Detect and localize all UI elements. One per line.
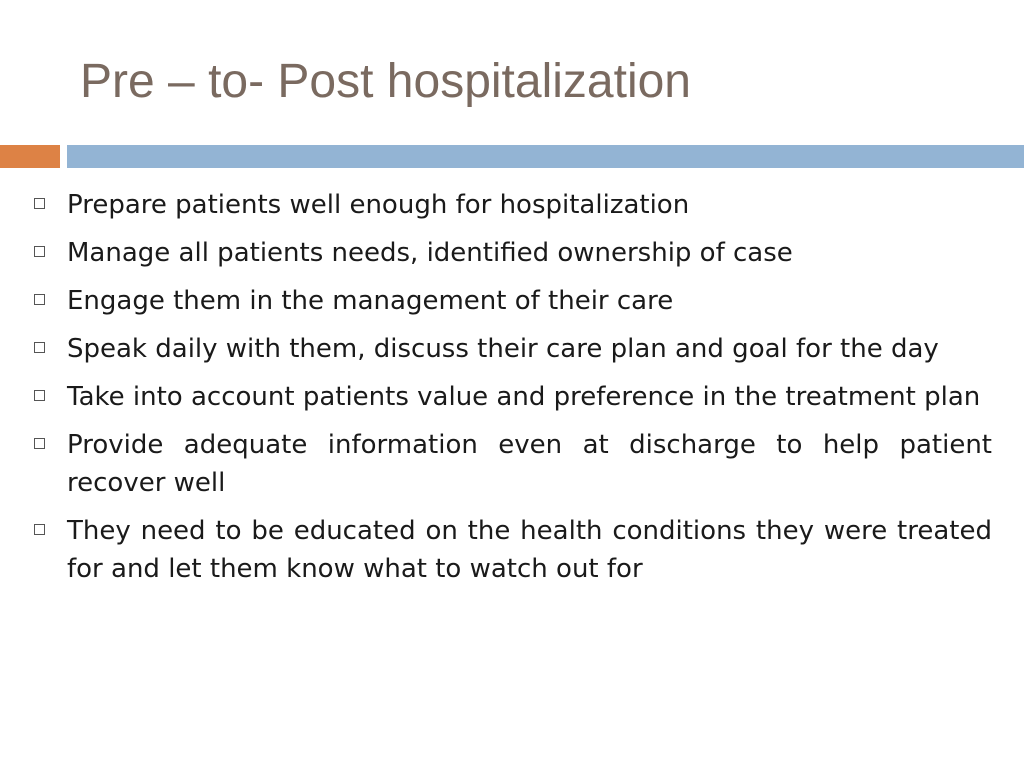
bullet-item (30, 282, 992, 320)
bullet-text: Engage them in the management of their care (67, 286, 674, 316)
square-bullet-icon (34, 294, 45, 305)
square-bullet-icon (34, 438, 45, 449)
bullet-item (30, 186, 992, 224)
bullet-item (30, 378, 992, 416)
square-bullet-icon (34, 524, 45, 535)
accent-bar-blue (67, 145, 1024, 168)
bullet-item (30, 426, 992, 502)
bullet-text: Prepare patients well enough for hospitalization (67, 190, 690, 220)
bullet-text: Provide adequate information even at discharge to help patient recover well (67, 430, 992, 498)
bullet-item (30, 330, 992, 368)
square-bullet-icon (34, 390, 45, 401)
square-bullet-icon (34, 342, 45, 353)
bullet-item (30, 512, 992, 588)
bullet-text: Manage all patients needs, identified ownership of case (67, 238, 793, 268)
bullet-text: Take into account patients value and preference in the treatment plan (67, 382, 981, 412)
bullet-text: They need to be educated on the health conditions they were treated for and let them know what to watch out for (67, 516, 992, 584)
accent-bar-orange (0, 145, 60, 168)
bullet-item (30, 234, 992, 272)
square-bullet-icon (34, 198, 45, 209)
slide-title: Pre – to- Post hospitalization (80, 55, 691, 108)
bullet-list (30, 186, 992, 598)
square-bullet-icon (34, 246, 45, 257)
bullet-text: Speak daily with them, discuss their care plan and goal for the day (67, 334, 939, 364)
